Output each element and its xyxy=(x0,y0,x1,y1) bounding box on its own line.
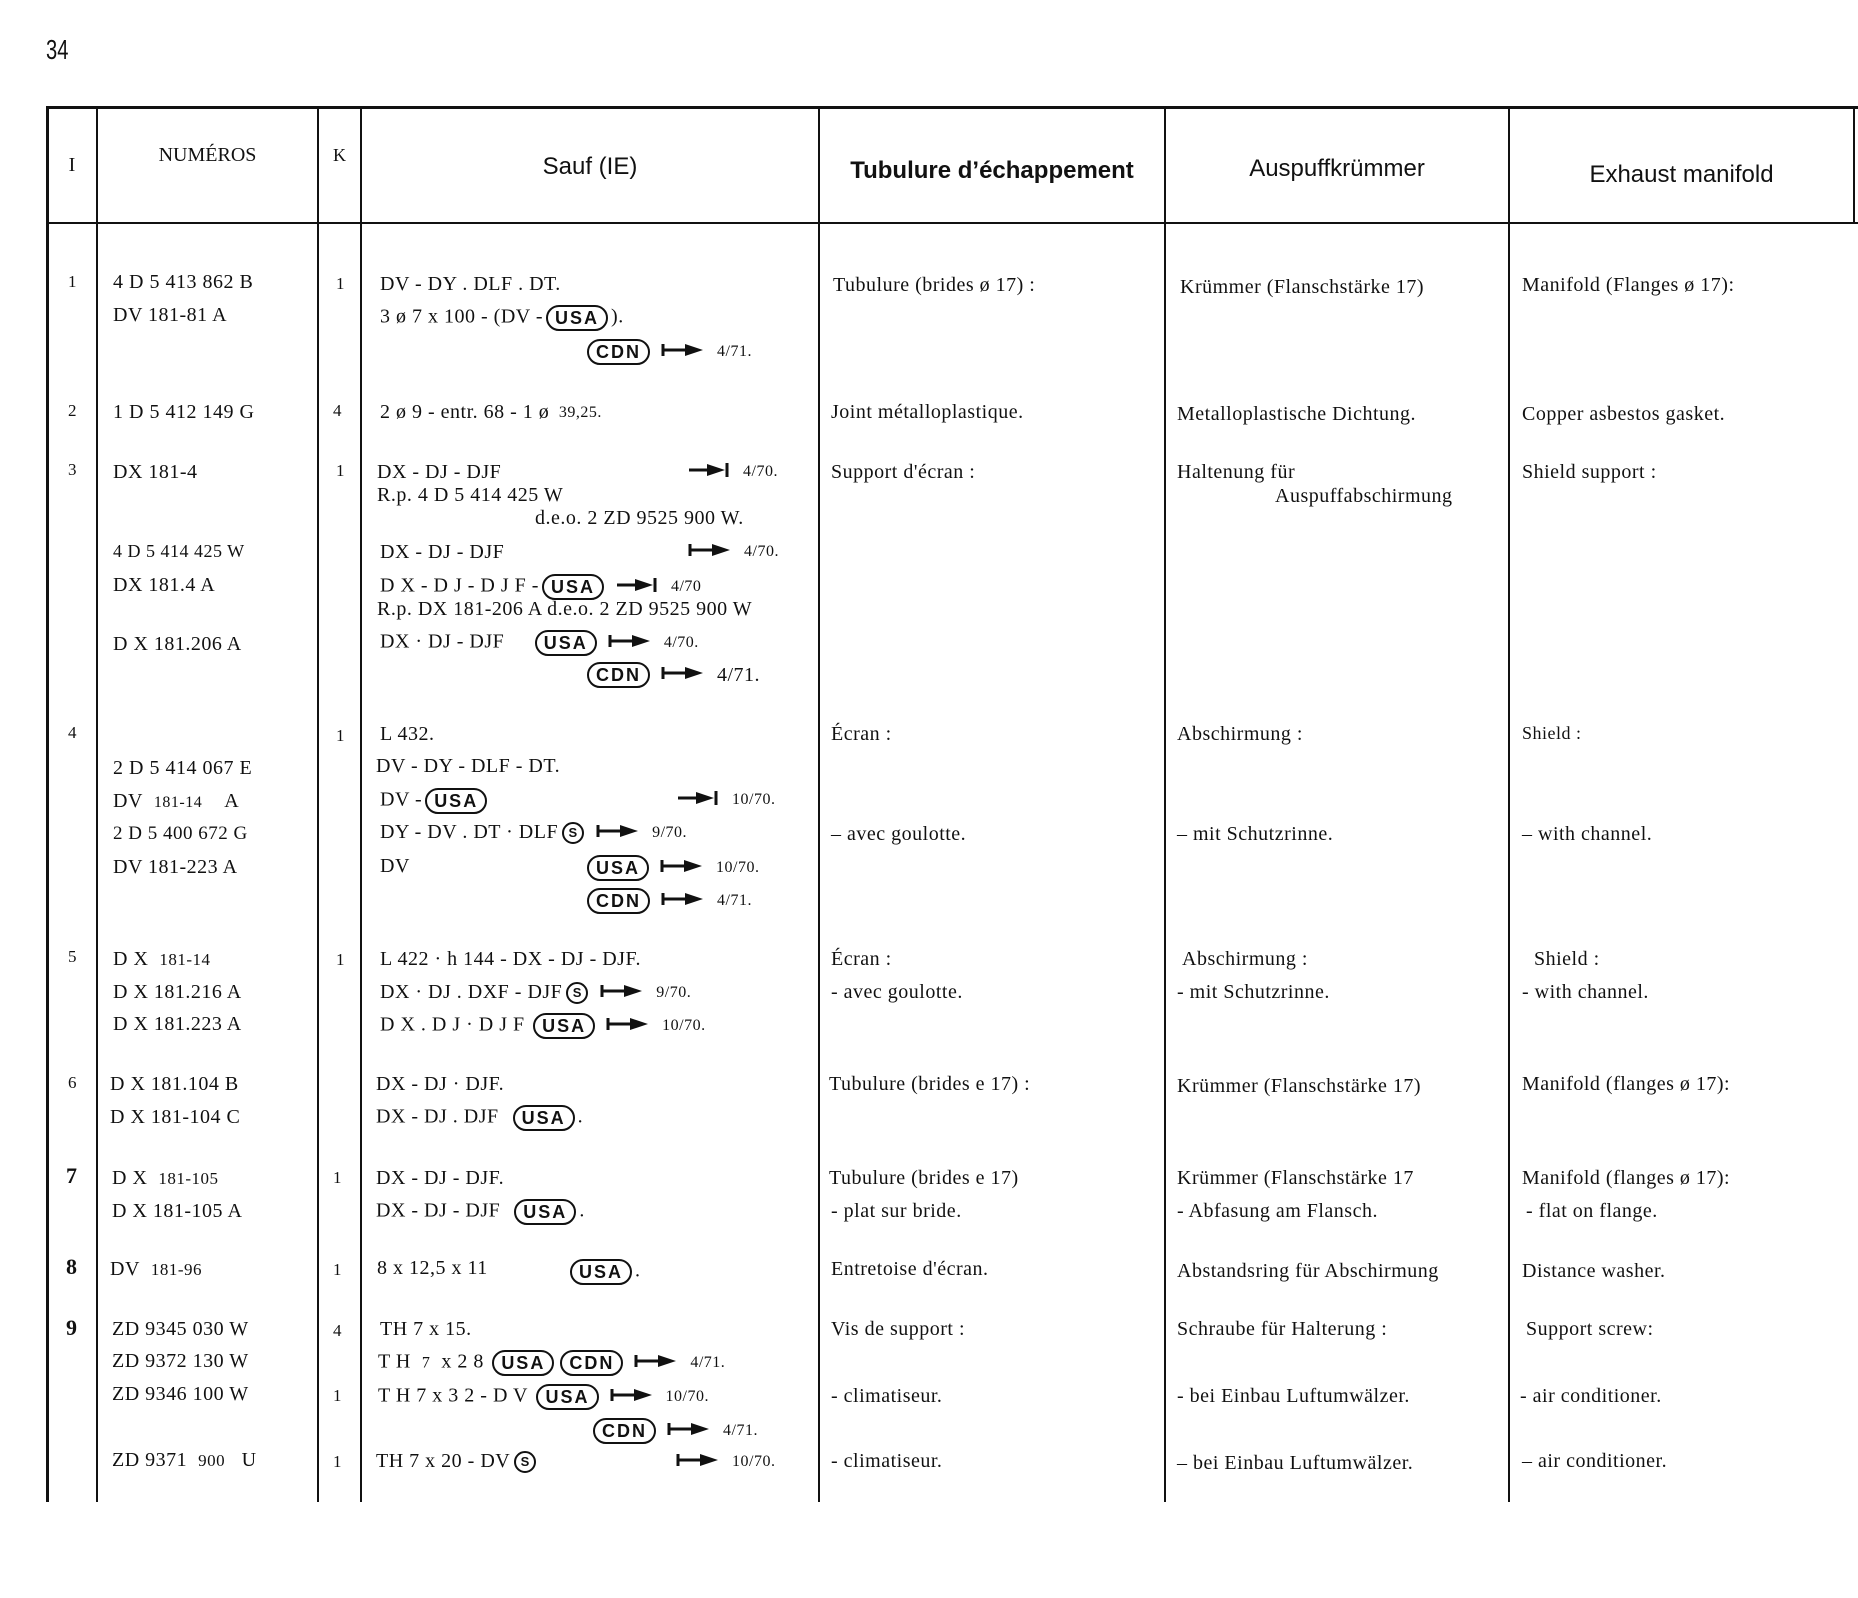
date-label: 10/70. xyxy=(732,791,776,809)
part-core: 181-14 xyxy=(153,794,203,811)
arrow-from-icon xyxy=(600,982,644,1005)
s-badge: S xyxy=(566,982,588,1004)
part-core: 181-96 xyxy=(150,1260,203,1279)
part-number-line xyxy=(112,1449,257,1472)
cdn-badge: CDN xyxy=(560,1350,623,1376)
part-prefix: ZD 9371 xyxy=(112,1449,188,1471)
english-text: - air conditioner. xyxy=(1520,1385,1662,1407)
sauf-line xyxy=(380,574,701,600)
date-label: 4/71. xyxy=(717,663,761,686)
cdn-badge: CDN xyxy=(587,339,650,365)
quantity: 4 xyxy=(333,1321,342,1340)
sauf-text: T H xyxy=(378,1350,411,1373)
part-number: ZD 9346 100 W xyxy=(112,1383,249,1405)
cdn-badge: CDN xyxy=(587,888,650,914)
sauf-small-text: 39,25. xyxy=(558,404,602,422)
part-number-line xyxy=(110,1258,202,1281)
english-text: Shield support : xyxy=(1522,461,1657,483)
sauf-text: 7 xyxy=(421,1354,431,1372)
sauf-line xyxy=(380,981,691,1005)
sauf-line xyxy=(584,855,759,881)
part-number: DV 181-81 A xyxy=(113,304,228,326)
header-index: I xyxy=(68,153,76,176)
sauf-line xyxy=(378,1350,725,1376)
date-label: 9/70. xyxy=(652,824,688,842)
date-label: 4/71. xyxy=(717,892,752,909)
sauf-text: DX - DJ . DJF xyxy=(376,1105,499,1128)
part-number: 4 D 5 413 862 B xyxy=(113,271,254,293)
row-index: 2 xyxy=(68,401,77,420)
german-text: Abschirmung : xyxy=(1182,948,1308,970)
sauf-line xyxy=(376,1199,585,1225)
sauf-text: T H 7 x 3 2 - D V xyxy=(378,1384,528,1407)
english-text: - with channel. xyxy=(1522,981,1649,1003)
part-number: D X 181-105 A xyxy=(112,1200,243,1222)
english-text: Manifold (flanges ø 17): xyxy=(1522,1167,1731,1189)
part-number: D X 181-104 C xyxy=(110,1106,241,1128)
sauf-line xyxy=(567,1259,641,1285)
arrow-from-icon xyxy=(676,1451,720,1474)
sauf-text: L 422 · h 144 - DX - DJ - DJF. xyxy=(380,948,641,970)
sauf-text: R.p. 4 D 5 414 425 W xyxy=(377,484,564,506)
sauf-text: L 432. xyxy=(380,723,435,745)
french-text: Entretoise d'écran. xyxy=(831,1258,989,1280)
row-index: 9 xyxy=(66,1315,78,1340)
date-label: 10/70. xyxy=(716,859,760,876)
part-number-line xyxy=(113,948,211,971)
sauf-text: DY - DV . DT · DLF xyxy=(380,821,559,843)
sauf-line xyxy=(380,1013,706,1039)
sauf-text: 2 ø 9 - entr. 68 - 1 ø xyxy=(380,401,550,423)
date-label: 4/70. xyxy=(663,634,699,651)
german-text: Auspuffabschirmung xyxy=(1275,485,1453,507)
sauf-text: 3 ø 7 x 100 - (DV - xyxy=(380,305,544,328)
sauf-text: R.p. DX 181-206 A d.e.o. 2 ZD 9525 900 W xyxy=(377,598,753,620)
arrow-from-icon xyxy=(634,1352,678,1375)
sauf-line xyxy=(590,1418,758,1444)
sauf-text: DV - xyxy=(380,788,423,811)
date-label: 4/70 xyxy=(670,578,702,595)
french-text: Écran : xyxy=(831,948,892,970)
part-number: 1 D 5 412 149 G xyxy=(113,401,255,423)
part-number: 2 D 5 400 672 G xyxy=(113,823,248,844)
quantity: 1 xyxy=(333,1168,342,1187)
sauf-text-end: . xyxy=(635,1259,641,1282)
row-index: 3 xyxy=(68,460,77,479)
usa-badge: USA xyxy=(533,1013,595,1039)
sauf-line xyxy=(380,821,687,845)
arrow-from-icon xyxy=(606,1015,650,1038)
arrow-from-icon xyxy=(661,890,705,913)
part-number: ZD 9345 030 W xyxy=(112,1318,249,1340)
sauf-text: DX - DJ · DJF. xyxy=(376,1073,505,1095)
sauf-text: DX - DJ - DJF xyxy=(380,541,505,563)
arrow-from-icon xyxy=(608,632,652,655)
french-text: Tubulure (brides ø 17) : xyxy=(833,274,1036,296)
french-text: - climatiseur. xyxy=(831,1385,943,1407)
part-number: 4 D 5 414 425 W xyxy=(113,541,245,561)
french-text: Vis de support : xyxy=(831,1318,966,1340)
english-text: Distance washer. xyxy=(1522,1260,1666,1282)
header-english: Exhaust manifold xyxy=(1589,161,1774,188)
german-text: - bei Einbau Luftumwälzer. xyxy=(1177,1385,1410,1407)
col-border-0 xyxy=(46,106,49,1502)
sauf-text: DX - DJ - DJF xyxy=(377,461,502,483)
french-text: - climatiseur. xyxy=(831,1450,943,1472)
english-text: Manifold (Flanges ø 17): xyxy=(1522,274,1735,296)
german-text: Krümmer (Flanschstärke 17) xyxy=(1180,276,1425,298)
quantity: 1 xyxy=(336,950,345,969)
quantity: 1 xyxy=(336,274,345,293)
col-border-2 xyxy=(317,106,319,1502)
date-label: 4/71. xyxy=(717,343,752,360)
sauf-text: 8 x 12,5 x 11 xyxy=(377,1257,488,1279)
french-text: – avec goulotte. xyxy=(831,823,967,845)
german-text: Abschirmung : xyxy=(1177,723,1303,745)
sauf-line xyxy=(668,788,775,812)
quantity: 1 xyxy=(333,1386,342,1405)
cdn-badge: CDN xyxy=(587,662,650,688)
part-number: ZD 9372 130 W xyxy=(112,1350,249,1372)
row-index: 4 xyxy=(68,723,77,742)
french-text: Tubulure (brides e 17) xyxy=(829,1167,1019,1189)
part-core: 900 xyxy=(198,1451,226,1470)
col-border-1 xyxy=(96,106,98,1502)
part-number: D X 181.206 A xyxy=(113,633,242,655)
german-text: Krümmer (Flanschstärke 17 xyxy=(1177,1167,1414,1189)
usa-badge: USA xyxy=(570,1259,632,1285)
sauf-text: DX · DJ - DJF xyxy=(380,630,505,653)
sauf-line xyxy=(584,662,760,688)
sauf-text: DX · DJ . DXF - DJF xyxy=(380,981,563,1003)
english-text: - flat on flange. xyxy=(1526,1200,1658,1222)
usa-badge: USA xyxy=(513,1105,575,1131)
sauf-text: TH 7 x 20 - DV xyxy=(376,1450,511,1472)
part-core: 181-14 xyxy=(159,950,211,969)
date-label: 4/71. xyxy=(723,1422,758,1439)
header-k: K xyxy=(333,144,346,165)
french-text: Écran : xyxy=(831,723,892,745)
usa-badge: USA xyxy=(542,574,604,600)
part-number-line xyxy=(112,1167,219,1190)
sauf-line xyxy=(378,1384,709,1410)
header-sauf: Sauf (IE) xyxy=(542,153,638,180)
sauf-text: D X . D J · D J F xyxy=(380,1013,525,1036)
row-index: 1 xyxy=(68,272,77,291)
header-numeros: NUMÉROS xyxy=(158,143,257,166)
date-label: 10/70. xyxy=(732,1453,776,1471)
sauf-text-end: . xyxy=(579,1199,585,1222)
part-number: DX 181.4 A xyxy=(113,574,216,596)
sauf-line xyxy=(668,1450,775,1474)
quantity: 1 xyxy=(333,1452,342,1471)
date-label: 9/70. xyxy=(656,984,692,1002)
arrow-from-icon xyxy=(596,822,640,845)
sauf-text: d.e.o. 2 ZD 9525 900 W. xyxy=(535,507,744,529)
usa-badge: USA xyxy=(492,1350,554,1376)
sauf-text: DV - DY - DLF - DT. xyxy=(376,755,561,777)
date-label: 10/70. xyxy=(662,1017,706,1034)
french-text: Joint métalloplastique. xyxy=(831,401,1024,423)
sauf-line xyxy=(584,339,752,365)
date-label: 4/70. xyxy=(744,543,779,561)
arrow-from-icon xyxy=(660,857,704,880)
row-index: 8 xyxy=(66,1254,78,1279)
french-text: - avec goulotte. xyxy=(831,981,963,1003)
part-core: 181-105 xyxy=(158,1169,219,1188)
s-badge: S xyxy=(514,1451,536,1473)
sauf-text: DV - DY . DLF . DT. xyxy=(380,273,561,295)
sauf-line xyxy=(680,540,779,564)
part-prefix: D X xyxy=(112,1167,148,1189)
part-number: DX 181-4 xyxy=(113,461,198,483)
col-border-7 xyxy=(1853,106,1855,222)
part-prefix: D X xyxy=(113,948,149,970)
part-number-line xyxy=(113,790,239,813)
col-border-3 xyxy=(360,106,362,1502)
sauf-text: DX - DJ - DJF xyxy=(376,1199,501,1222)
arrow-from-icon xyxy=(661,664,705,687)
arrow-from-icon xyxy=(661,341,705,364)
quantity: 1 xyxy=(336,461,345,480)
row-index: 6 xyxy=(68,1073,77,1092)
german-text: - Abfasung am Flansch. xyxy=(1177,1200,1378,1222)
sauf-text: D X - D J - D J F - xyxy=(380,574,539,597)
english-text: Support screw: xyxy=(1526,1318,1654,1340)
header-french: Tubulure d’échappement xyxy=(850,157,1134,184)
arrow-until-icon xyxy=(615,576,659,599)
sauf-text-end: ). xyxy=(611,305,624,328)
part-suffix: U xyxy=(241,1449,257,1471)
english-text: Shield : xyxy=(1534,948,1600,970)
usa-badge: USA xyxy=(536,1384,598,1410)
german-text: – bei Einbau Luftumwälzer. xyxy=(1177,1452,1414,1474)
quantity: 4 xyxy=(333,401,342,420)
sauf-text: DV xyxy=(380,855,410,877)
english-text: – air conditioner. xyxy=(1522,1450,1668,1472)
part-number: D X 181.216 A xyxy=(113,981,242,1003)
usa-badge: USA xyxy=(546,305,608,331)
german-text: Krümmer (Flanschstärke 17) xyxy=(1177,1075,1422,1097)
sauf-line xyxy=(584,888,752,914)
arrow-from-icon xyxy=(610,1386,654,1409)
sauf-line xyxy=(380,788,490,814)
header-german: Auspuffkrümmer xyxy=(1249,155,1425,182)
sauf-text-end: . xyxy=(577,1105,584,1128)
quantity: 1 xyxy=(336,726,345,745)
english-text: – with channel. xyxy=(1522,823,1653,845)
sauf-line xyxy=(380,305,624,331)
french-text: - plat sur bride. xyxy=(831,1200,962,1222)
sauf-text: x 2 8 xyxy=(441,1350,484,1373)
usa-badge: USA xyxy=(514,1199,576,1225)
sauf-line xyxy=(679,460,778,484)
english-text: Shield : xyxy=(1522,723,1582,743)
col-border-6 xyxy=(1508,106,1510,1502)
sauf-line xyxy=(376,1105,583,1131)
usa-badge: USA xyxy=(587,855,649,881)
cdn-badge: CDN xyxy=(593,1418,656,1444)
part-number: DV 181-223 A xyxy=(113,856,238,878)
arrow-from-icon xyxy=(667,1420,711,1443)
german-text: Schraube für Halterung : xyxy=(1177,1318,1388,1340)
sauf-text: TH 7 x 15. xyxy=(380,1318,472,1340)
arrow-until-icon xyxy=(687,461,731,484)
german-text: Abstandsring für Abschirmung xyxy=(1177,1260,1439,1282)
quantity: 1 xyxy=(333,1260,342,1279)
german-text: Metalloplastische Dichtung. xyxy=(1177,403,1417,425)
usa-badge: USA xyxy=(425,788,487,814)
part-number: D X 181.223 A xyxy=(113,1013,242,1035)
col-border-5 xyxy=(1164,106,1166,1502)
col-border-4 xyxy=(818,106,820,1502)
english-text: Copper asbestos gasket. xyxy=(1522,403,1726,425)
french-text: Support d'écran : xyxy=(831,461,976,483)
english-text: Manifold (flanges ø 17): xyxy=(1522,1073,1731,1095)
sauf-line xyxy=(380,401,602,424)
arrow-from-icon xyxy=(688,541,732,564)
date-label: 4/70. xyxy=(743,463,778,481)
row-index: 7 xyxy=(66,1163,78,1188)
part-prefix: DV xyxy=(113,790,143,812)
usa-badge: USA xyxy=(535,630,597,656)
page-number: 34 xyxy=(46,34,69,65)
sauf-text: DX - DJ - DJF. xyxy=(376,1167,505,1189)
row-index: 5 xyxy=(68,947,77,966)
date-label: 10/70. xyxy=(665,1388,709,1405)
part-suffix: A xyxy=(224,790,240,812)
german-text: Haltenung für xyxy=(1177,461,1296,483)
part-number: D X 181.104 B xyxy=(110,1073,239,1095)
german-text: - mit Schutzrinne. xyxy=(1177,981,1330,1003)
sauf-line xyxy=(376,1450,540,1473)
arrow-until-icon xyxy=(676,789,720,812)
date-label: 4/71. xyxy=(690,1354,726,1371)
part-number: 2 D 5 414 067 E xyxy=(113,757,253,779)
part-prefix: DV xyxy=(110,1258,140,1280)
sauf-line xyxy=(380,630,699,656)
german-text: – mit Schutzrinne. xyxy=(1177,823,1334,845)
s-badge: S xyxy=(562,822,584,844)
french-text: Tubulure (brides e 17) : xyxy=(829,1073,1031,1095)
